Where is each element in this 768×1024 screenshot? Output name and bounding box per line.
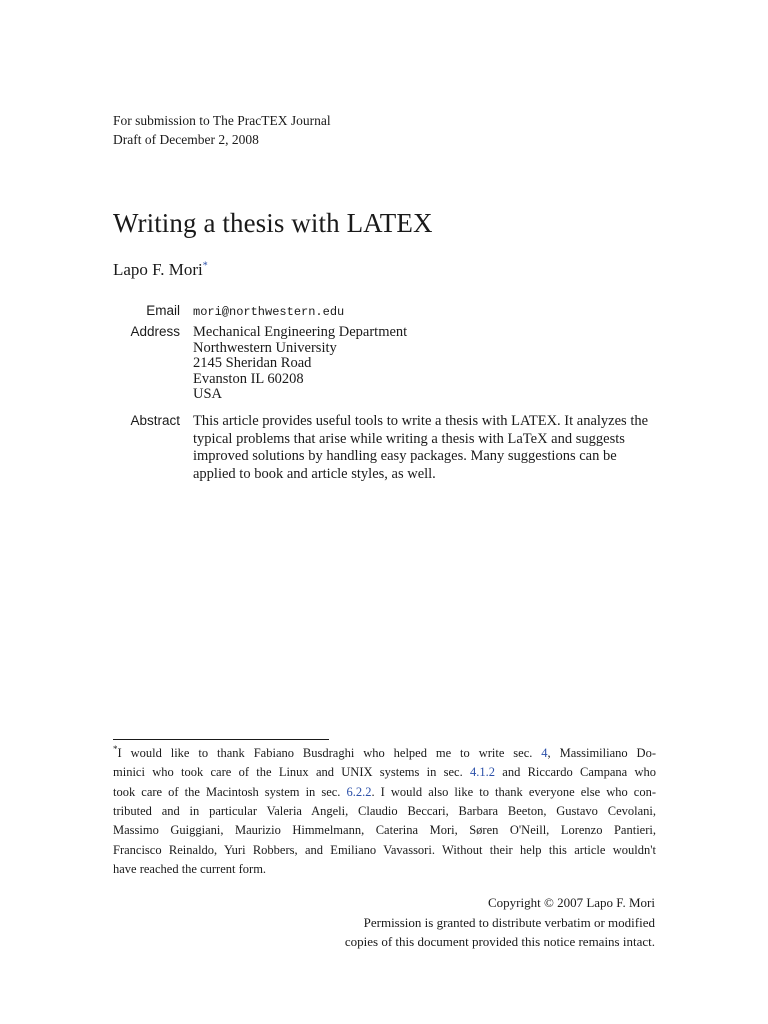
footnote-line-text: I would like to thank Fabiano Busdraghi who helped me to write sec. 4, Massimiliano Do- — [117, 746, 656, 761]
address-label: Address — [130, 324, 180, 339]
acknowledgment-footnote — [113, 740, 656, 879]
copyright-notice — [345, 893, 655, 952]
address-line: Northwestern University — [193, 339, 337, 356]
footnote-mark: * — [113, 744, 118, 754]
address-block — [193, 325, 407, 403]
permission-line: copies of this document provided this notice remains intact. — [344, 934, 655, 949]
author-name: Lapo F. Mori — [113, 260, 203, 279]
footnote-line: tributed and in particular Valeria Angeli, Claudio Beccari, Barbara Beeton, Gustavo Cevolani, — [113, 804, 656, 819]
abstract-line: typical problems that arise while writing a thesis with LaTeX and suggests — [193, 430, 625, 447]
copyright-line: Copyright © 2007 Lapo F. Mori — [487, 895, 655, 910]
footnote-line: Francisco Reinaldo, Yuri Robbers, and Emiliano Vavassori. Without their help this article wouldn't — [113, 842, 656, 857]
section-ref-link[interactable]: 6.2.2 — [346, 784, 372, 799]
permission-line: Permission is granted to distribute verbatim or modified — [363, 914, 655, 930]
abstract-label: Abstract — [130, 413, 180, 428]
address-line: Evanston IL 60208 — [193, 370, 304, 387]
abstract-line: improved solutions by handling easy packages. Many suggestions can be — [193, 448, 617, 465]
author-line — [113, 260, 208, 280]
address-line: Mechanical Engineering Department — [193, 324, 408, 340]
abstract-line: applied to book and article styles, as well. — [193, 465, 436, 482]
footnote-line: have reached the current form. — [113, 861, 267, 876]
email-label: Email — [146, 303, 180, 318]
email-value: mori@northwestern.edu — [193, 305, 345, 319]
section-ref-link[interactable]: 4.1.2 — [470, 765, 495, 780]
address-line: 2145 Sheridan Road — [193, 355, 312, 372]
footnote-line — [113, 740, 656, 763]
section-ref-link[interactable]: 4 — [541, 746, 548, 761]
author-footnote-mark[interactable]: * — [202, 260, 208, 272]
paper-title: Writing a thesis with LATEX — [113, 208, 433, 238]
footnote-line: minici who took care of the Linux and UNIX systems in sec. 4.1.2 and Riccardo Campana who — [113, 765, 656, 780]
draft-date-line: Draft of December 2, 2008 — [113, 132, 259, 147]
address-line: USA — [193, 386, 223, 403]
abstract-line: This article provides useful tools to write a thesis with LATEX. It analyzes the — [193, 413, 649, 429]
footnote-line: took care of the Macintosh system in sec. 6.2.2. I would also like to thank everyone else who con- — [113, 784, 656, 799]
abstract-text — [193, 413, 655, 483]
footnote-line: Massimo Guiggiani, Maurizio Himmelmann, Caterina Mori, Søren O'Neill, Lorenzo Pantieri, — [113, 823, 656, 838]
submission-header — [113, 111, 331, 149]
submission-line: For submission to The PracTEX Journal — [113, 113, 331, 128]
